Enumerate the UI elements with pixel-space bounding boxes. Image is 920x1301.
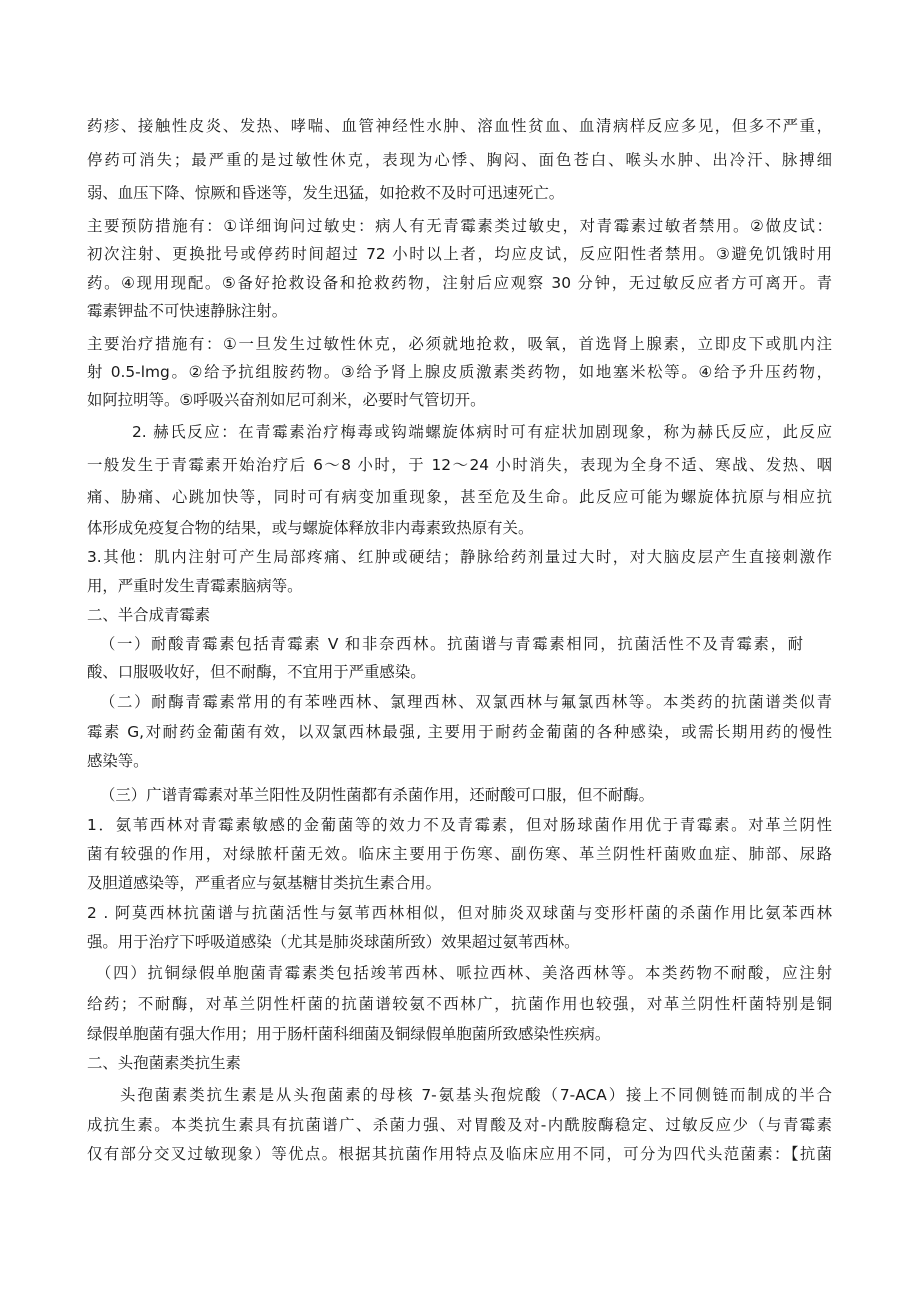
body-text-line: 2 . 阿莫西林抗菌谱与抗菌活性与氨苇西林相似，但对肺炎双球菌与变形杆菌的杀菌作用比氨苯西林 (87, 904, 832, 922)
body-text-line: 药。④现用现配。⑤备好抢救设备和抢救药物，注射后应观察 30 分钟，无过敏反应者方可离开。青 (87, 274, 832, 292)
body-text-line: 霉素 G,对耐药金葡菌有效，以双氯西林最强, 主要用于耐药金葡菌的各种感染，或需长期用药的慢性 (87, 723, 832, 741)
body-text-line: （二）耐酶青霉素常用的有苯唑西林、氯理西林、双氯西林与氟氯西林等。本类药的抗菌谱类似青 (100, 693, 832, 711)
body-text-line: 菌有较强的作用，对绿脓杆菌无效。临床主要用于伤寒、副伤寒、革兰阴性杆菌败血症、肺部、尿路 (87, 845, 832, 863)
body-text-line: 1．氨苇西林对青霉素敏感的金葡菌等的效力不及青霉素，但对肠球菌作用优于青霉素。对革兰阴性 (87, 816, 832, 834)
body-text-line: 3.其他：肌内注射可产生局部疼痛、红肿或硬结；静脉给药剂量过大时，对大脑皮层产生直接刺激作 (87, 548, 832, 566)
body-text-line: 药疹、接触性皮炎、发热、哮喘、血管神经性水肿、溶血性贫血、血清病样反应多见，但多不严重， (87, 117, 832, 135)
body-text-line: 初次注射、更换批号或停药时间超过 72 小时以上者，均应皮试，反应阳性者禁用。③避免饥饿时用 (87, 245, 832, 263)
body-text-line: （一）耐酸青霉素包括青霉素 V 和非奈西林。抗菌谱与青霉素相同，抗菌活性不及青霉素，耐 (100, 635, 803, 653)
body-text-line: 痛、胁痛、心跳加快等，同时可有病变加重现象，甚至危及生命。此反应可能为螺旋体抗原与相应抗 (87, 488, 832, 506)
body-text-line: 头孢菌素类抗生素是从头孢菌素的母核 7-氨基头孢烷酸（7-ACA）接上不同侧链而制成的半合 (120, 1086, 832, 1104)
body-text-line: 2. 赫氏反应：在青霉素治疗梅毒或钩端螺旋体病时可有症状加剧现象，称为赫氏反应，此反应 (132, 423, 832, 441)
section-heading: 二、半合成青霉素 (87, 606, 211, 624)
body-text-line: 主要治疗措施有：①一旦发生过敏性休克，必须就地抢救，吸氧，首选肾上腺素，立即皮下或肌内注 (87, 335, 832, 353)
body-text-line: 如阿拉明等。⑤呼吸兴奋剂如尼可刹米，必要时气管切开。 (87, 391, 486, 409)
body-text-line: 及胆道感染等，严重者应与氨基糖甘类抗生素合用。 (87, 874, 441, 892)
body-text-line: 霉素钾盐不可快速静脉注射。 (87, 302, 288, 320)
body-text-line: 成抗生素。本类抗生素具有抗菌谱广、杀菌力强、对胃酸及对-内酰胺酶稳定、过敏反应少（与青霉素 (87, 1116, 832, 1134)
body-text-line: 一般发生于青霉素开始治疗后 6～8 小时，于 12～24 小时消失，表现为全身不适、寒战、发热、咽 (87, 456, 832, 474)
body-text-line: 酸、口服吸收好，但不耐酶，不宜用于严重感染。 (87, 663, 426, 681)
body-text-line: 绿假单胞菌有强大作用；用于肠杆菌科细菌及铜绿假单胞菌所致感染性疾病。 (87, 1025, 611, 1043)
body-text-line: （四）抗铜绿假单胞菌青霉素类包括竣苇西林、哌拉西林、美洛西林等。本类药物不耐酸，应注射 (96, 964, 832, 982)
body-text-line: 弱、血压下降、惊厥和昏迷等，发生迅猛，如抢救不及时可迅速死亡。 (87, 184, 565, 202)
section-heading: 二、头孢菌素类抗生素 (87, 1054, 241, 1072)
body-text-line: 主要预防措施有：①详细询问过敏史：病人有无青霉素类过敏史，对青霉素过敏者禁用。②做皮试： (87, 217, 832, 235)
body-text-line: 强。用于治疗下呼吸道感染（尤其是肺炎球菌所致）效果超过氨苇西林。 (87, 933, 580, 951)
body-text-line: 感染等。 (87, 752, 149, 770)
body-text-line: 停药可消失；最严重的是过敏性休克，表现为心悸、胸闷、面色苍白、喉头水肿、出冷汗、脉搏细 (87, 151, 832, 169)
body-text-line: （三）广谱青霉素对革兰阳性及阴性菌都有杀菌作用，还耐酸可口服，但不耐酶。 (100, 786, 655, 804)
body-text-line: 仅有部分交叉过敏现象）等优点。根据其抗菌作用特点及临床应用不同，可分为四代头范菌素：【抗菌 (87, 1145, 832, 1163)
body-text-line: 用，严重时发生青霉素脑病等。 (87, 577, 303, 595)
body-text-line: 射 0.5-lmg。②给予抗组胺药物。③给予肾上腺皮质激素类药物，如地塞米松等。④给予升压药物， (87, 363, 832, 381)
body-text-line: 体形成免疫复合物的结果，或与螺旋体释放非内毒素致热原有关。 (87, 519, 534, 537)
body-text-line: 给药；不耐酶，对革兰阴性杆菌的抗菌谱较氨不西林广，抗菌作用也较强，对革兰阴性杆菌特别是铜 (87, 995, 832, 1013)
